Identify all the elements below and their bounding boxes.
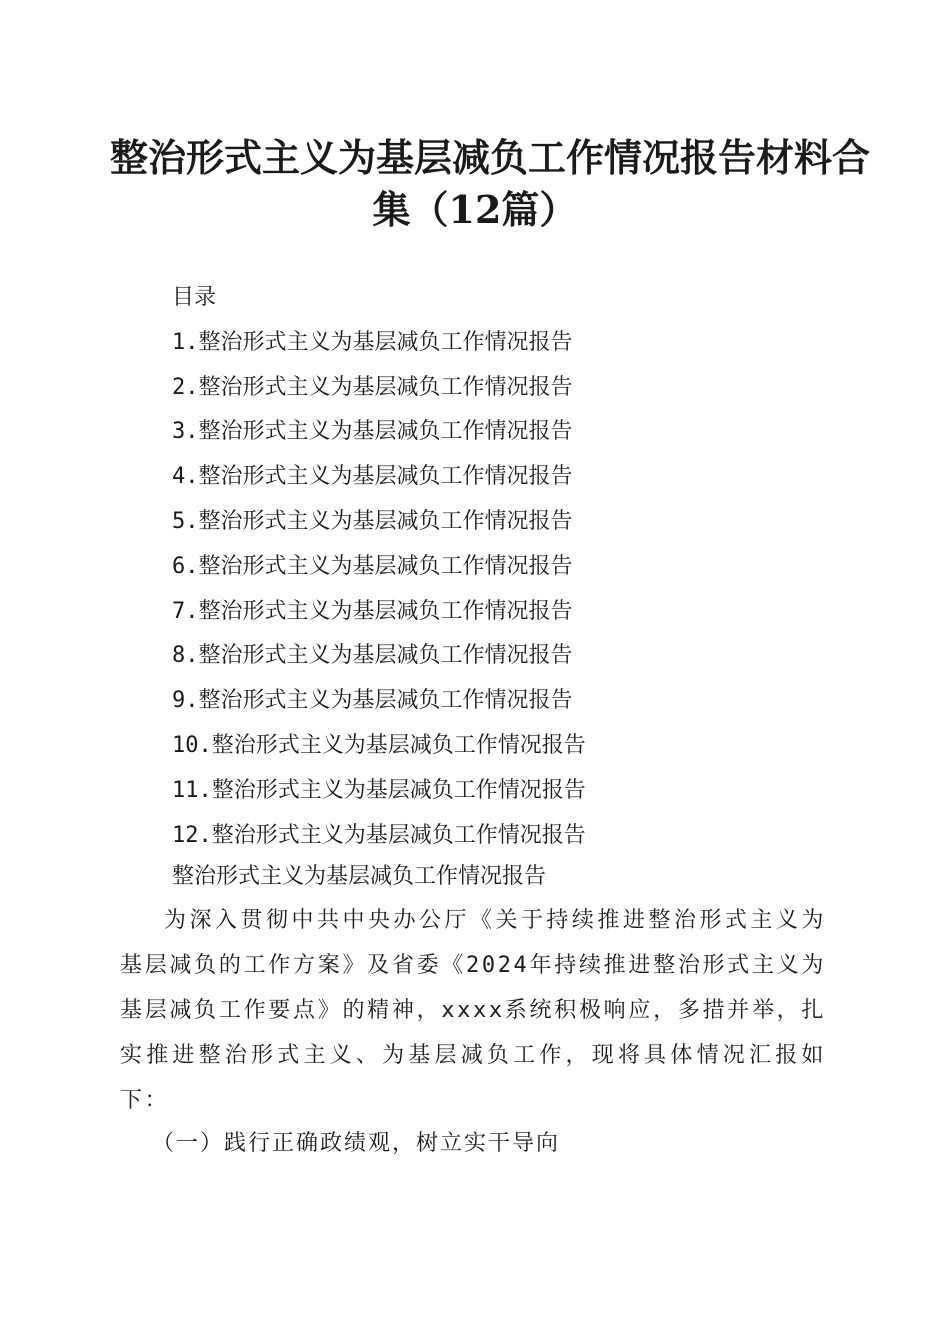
- toc-item: 7.整治形式主义为基层减负工作情况报告: [172, 598, 573, 624]
- toc-item: 2.整治形式主义为基层减负工作情况报告: [172, 374, 573, 400]
- toc-label: 目录: [172, 285, 217, 310]
- intro-paragraph: 为深入贯彻中共中央办公厅《关于持续推进整治形式主义为基层减负的工作方案》及省委《2024年持续推进整治形式主义为基层减负工作要点》的精神，xxxx系统积极响应，多措并举，扎实推进整治形式主义、为基层减负工作，现将具体情况汇报如下：: [120, 908, 826, 1113]
- toc-item: 4.整治形式主义为基层减负工作情况报告: [172, 464, 573, 490]
- toc-item: 9.整治形式主义为基层减负工作情况报告: [172, 688, 573, 714]
- toc-item: 3.整治形式主义为基层减负工作情况报告: [172, 419, 573, 445]
- document-title-line-1: 整治形式主义为基层减负工作情况报告材料合: [110, 135, 871, 180]
- toc-item: 11.整治形式主义为基层减负工作情况报告: [172, 777, 586, 803]
- document-title: [110, 132, 871, 236]
- toc-item: 12.整治形式主义为基层减负工作情况报告: [172, 822, 586, 848]
- toc-item: 1.整治形式主义为基层减负工作情况报告: [172, 329, 573, 355]
- document-title-line-2: 集（12篇）: [372, 187, 578, 232]
- toc-item: 8.整治形式主义为基层减负工作情况报告: [172, 643, 573, 669]
- section-title: 整治形式主义为基层减负工作情况报告: [172, 864, 547, 889]
- toc-item: 10.整治形式主义为基层减负工作情况报告: [172, 732, 586, 758]
- toc-item: 6.整治形式主义为基层减负工作情况报告: [172, 553, 573, 579]
- toc-item: 5.整治形式主义为基层减负工作情况报告: [172, 508, 573, 534]
- subheading-1: （一）践行正确政绩观，树立实干导向: [152, 1131, 561, 1156]
- table-of-contents: [172, 276, 586, 858]
